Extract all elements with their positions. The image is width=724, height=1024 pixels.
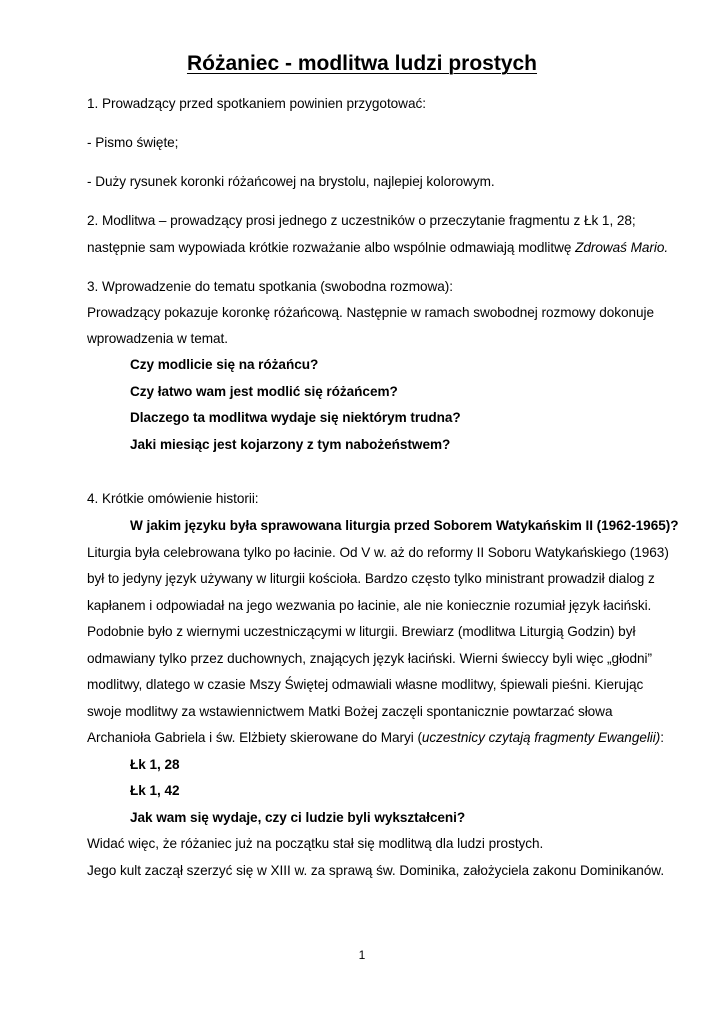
paragraph-line: był to jedyny język używany w liturgii kościoła. Bardzo często tylko ministrant prowadził dialog z: [87, 571, 655, 586]
paragraph-line: modlitwy, dlatego w czasie Mszy Świętej odmawiali własne modlitwy, śpiewali pieśni. Kierując: [87, 677, 644, 692]
instruction-note: uczestnicy czytają fragmenty Ewangelii): [421, 730, 661, 745]
paragraph-line: odmawiany tylko przez duchownych, znających język łaciński. Wierni świeccy byli więc „głodni”: [87, 651, 652, 666]
paragraph-line: kapłanem i odpowiadał na jego wezwania po łacinie, ale nie koniecznie rozumiał język łaciński.: [87, 598, 652, 613]
list-item: - Pismo święte;: [87, 135, 179, 150]
paragraph-line: wprowadzenia w temat.: [87, 331, 228, 346]
paragraph-line: Widać więc, że różaniec już na początku stał się modlitwą dla ludzi prostych.: [87, 836, 544, 851]
paragraph-line: Podobnie było z wiernymi uczestniczącymi w liturgii. Brewiarz (modlitwa Liturgią Godzin) był: [87, 624, 636, 639]
page-number: 1: [358, 948, 366, 962]
section1-heading: 1. Prowadzący przed spotkaniem powinien przygotować:: [87, 96, 426, 111]
list-item: - Duży rysunek koronki różańcowej na brystolu, najlepiej kolorowym.: [87, 174, 495, 189]
paragraph-line: swoje modlitwy za wstawiennictwem Matki Bożej zaczęli spontanicznie powtarzać słowa: [87, 704, 613, 719]
section2-line: następnie sam wypowiada krótkie rozważanie albo wspólnie odmawiają modlitwę Zdrowaś Mario.: [87, 240, 669, 255]
discussion-question: Dlaczego ta modlitwa wydaje się niektórym trudna?: [130, 410, 461, 425]
paragraph-line: Prowadzący pokazuje koronkę różańcową. Następnie w ramach swobodnej rozmowy dokonuje: [87, 305, 655, 320]
bible-reference: Łk 1, 28: [130, 757, 180, 772]
discussion-question: Czy łatwo wam jest modlić się różańcem?: [130, 384, 398, 399]
discussion-question: Czy modlicie się na różańcu?: [130, 357, 319, 372]
paragraph-line: Jego kult zaczął szerzyć się w XIII w. za sprawą św. Dominika, założyciela zakonu Dominikanów.: [87, 863, 665, 878]
paragraph-line: Liturgia była celebrowana tylko po łacinie. Od V w. aż do reformy II Soboru Watykańskiego (1963): [87, 545, 669, 560]
section3-heading: 3. Wprowadzenie do tematu spotkania (swobodna rozmowa):: [87, 279, 453, 294]
section4-heading: 4. Krótkie omówienie historii:: [87, 491, 259, 506]
prayer-name: Zdrowaś Mario.: [575, 240, 669, 255]
discussion-question: Jaki miesiąc jest kojarzony z tym nabożeństwem?: [130, 437, 451, 452]
section2-line: 2. Modlitwa – prowadzący prosi jednego z uczestników o przeczytanie fragmentu z Łk 1, 28;: [87, 213, 636, 228]
bible-reference: Łk 1, 42: [130, 783, 180, 798]
discussion-question: Jak wam się wydaje, czy ci ludzie byli wykształceni?: [130, 810, 466, 825]
history-question: W jakim języku była sprawowana liturgia przed Soborem Watykańskim II (1962-1965)?: [130, 518, 679, 533]
document-title: Różaniec - modlitwa ludzi prostych: [186, 52, 538, 75]
paragraph-line: Archanioła Gabriela i św. Elżbiety skierowane do Maryi (uczestnicy czytają fragmenty Ewangelii):: [87, 730, 664, 745]
